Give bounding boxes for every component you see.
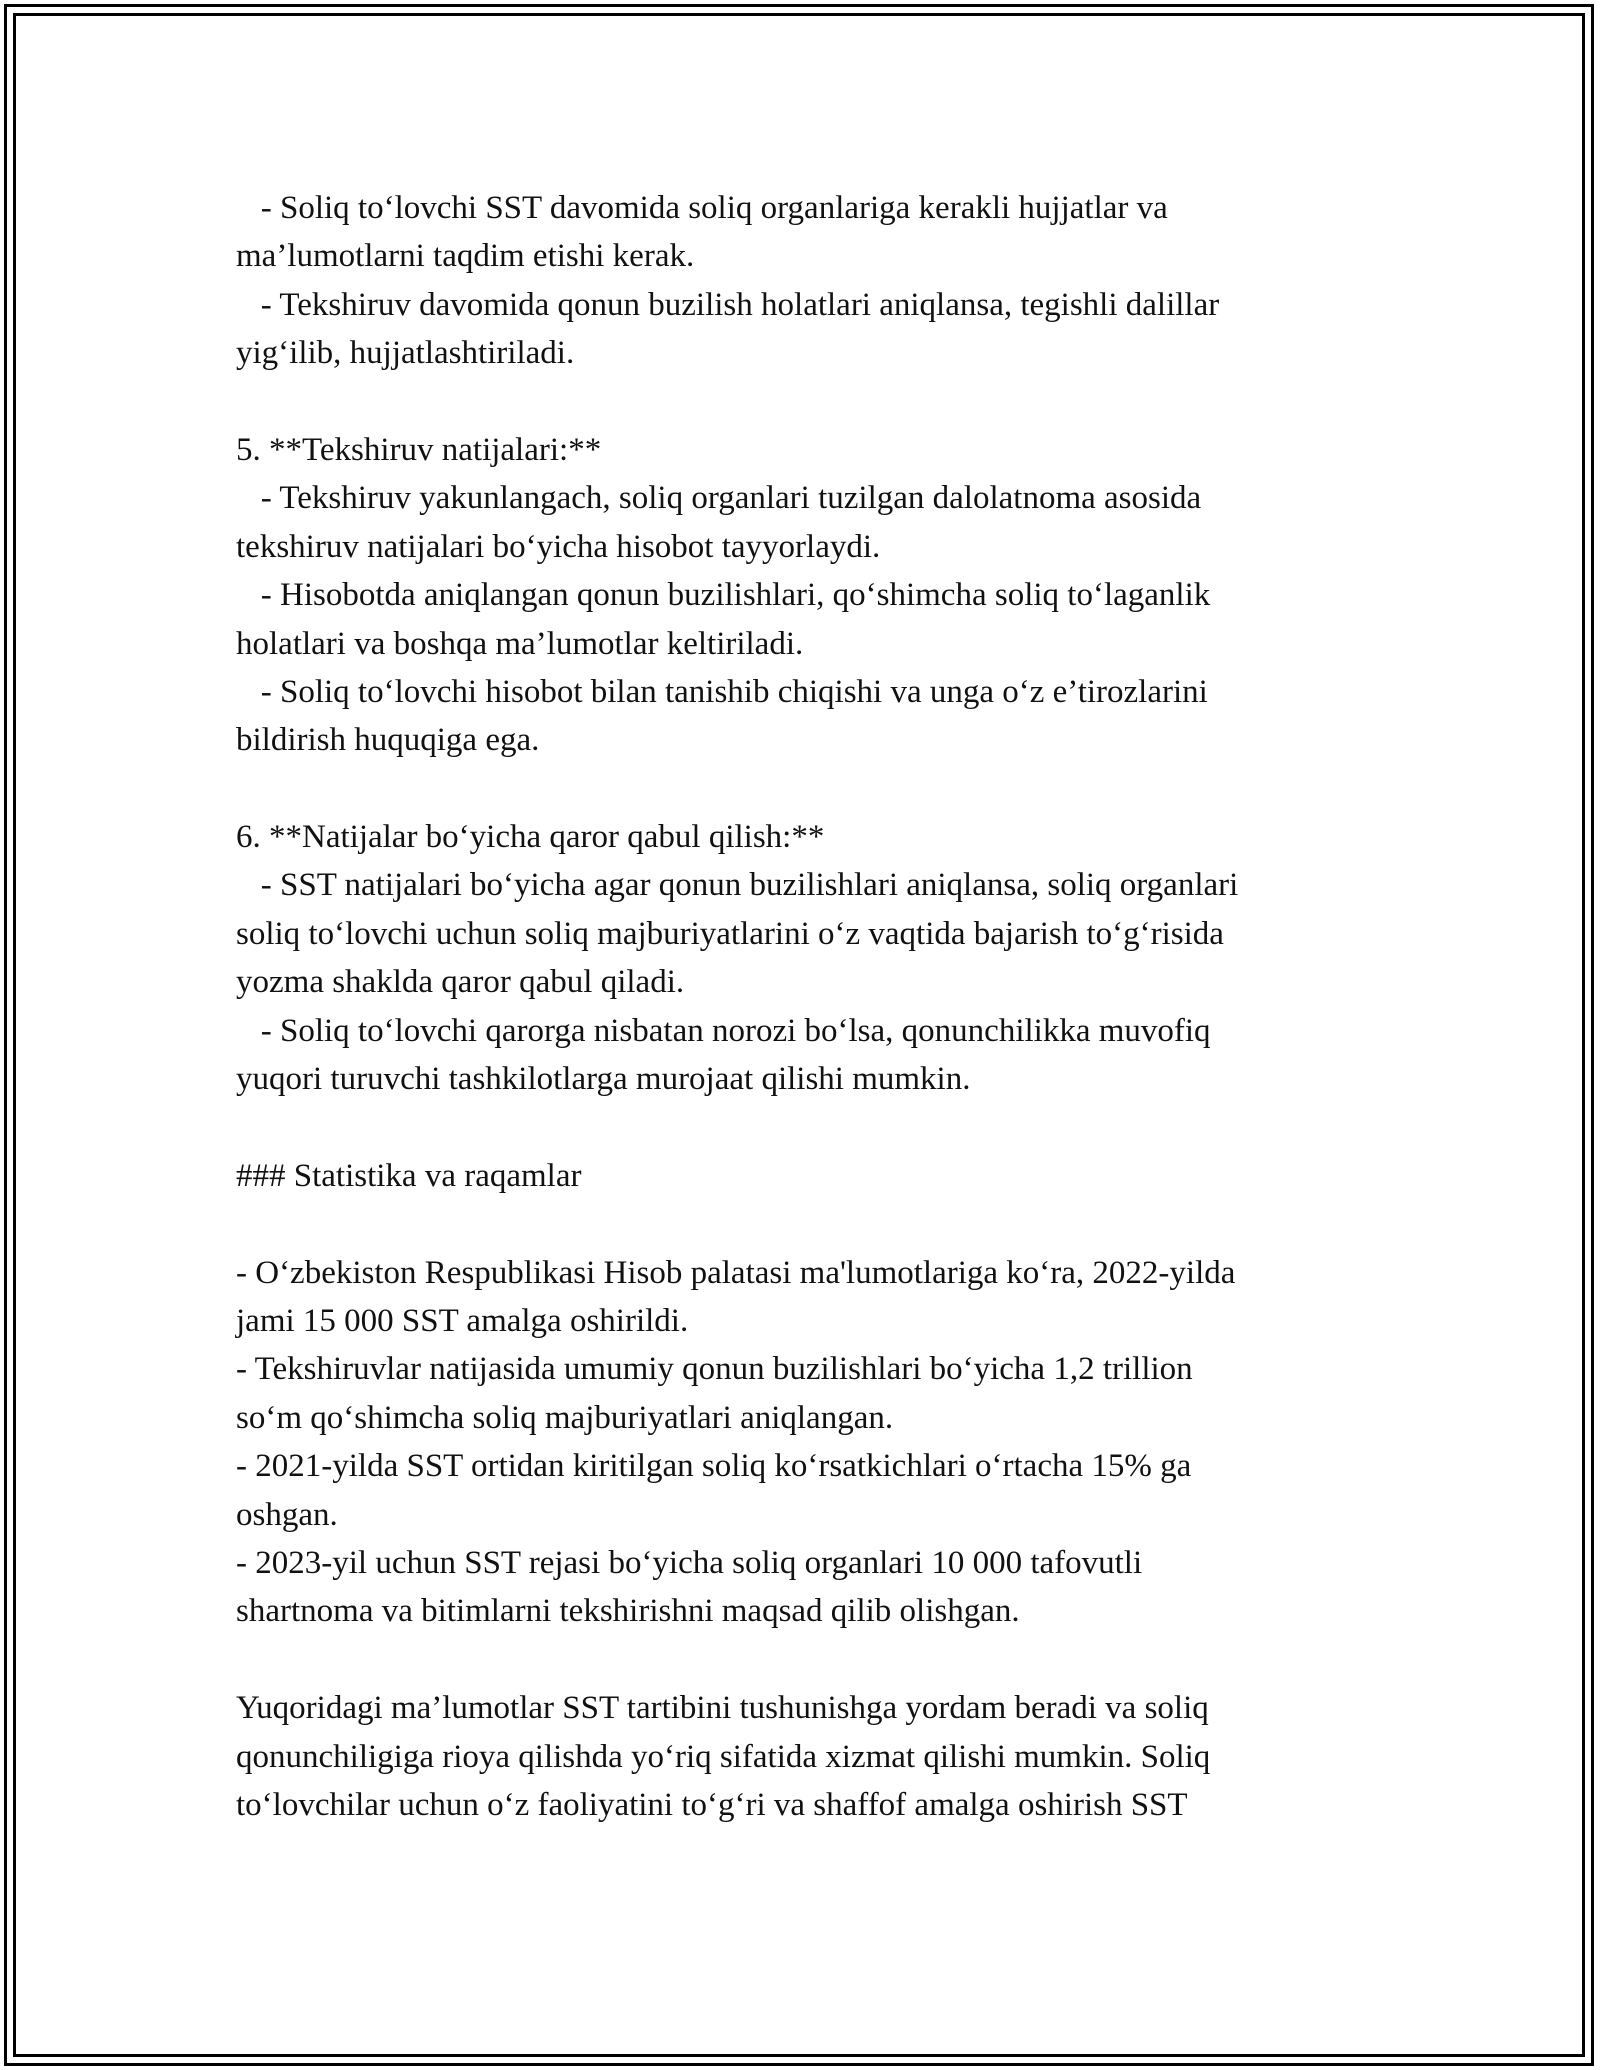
section-heading: 5. **Tekshiruv natijalari:** <box>236 431 602 468</box>
text-line: - SST natijalari bo‘yicha agar qonun buzilishlari aniqlansa, soliq organlari <box>236 867 1239 904</box>
document-body <box>236 184 1366 1829</box>
text-line: - Soliq to‘lovchi SST davomida soliq organlariga kerakli hujjatlar va <box>236 190 1168 226</box>
text-line: - O‘zbekiston Respublikasi Hisob palatasi ma'lumotlariga ko‘ra, 2022-yilda <box>236 1254 1236 1291</box>
text-line: ma’lumotlarni taqdim etishi kerak. <box>236 238 695 275</box>
text-line: so‘m qo‘shimcha soliq majburiyatlari aniqlangan. <box>236 1399 894 1436</box>
blank-line <box>236 1200 1366 1248</box>
text-line: soliq to‘lovchi uchun soliq majburiyatlarini o‘z vaqtida bajarish to‘g‘risida <box>236 915 1224 952</box>
blank-line <box>236 1103 1366 1151</box>
blank-line <box>236 765 1366 813</box>
blank-line <box>236 378 1366 426</box>
text-line: - Hisobotda aniqlangan qonun buzilishlari, qo‘shimcha soliq to‘laganlik <box>236 577 1211 614</box>
text-line: - Soliq to‘lovchi qarorga nisbatan norozi bo‘lsa, qonunchilikka muvofiq <box>236 1012 1211 1049</box>
text-line: - Tekshiruv yakunlangach, soliq organlari tuzilgan dalolatnoma asosida <box>236 480 1202 517</box>
text-line: jami 15 000 SST amalga oshirildi. <box>236 1302 689 1339</box>
text-line: - Tekshiruv davomida qonun buzilish holatlari aniqlansa, tegishli dalillar <box>236 286 1220 323</box>
text-line: oshgan. <box>236 1496 338 1533</box>
blank-line <box>236 1636 1366 1684</box>
text-line: - 2021-yilda SST ortidan kiritilgan soliq ko‘rsatkichlari o‘rtacha 15% ga <box>236 1448 1192 1485</box>
text-line: - Tekshiruvlar natijasida umumiy qonun buzilishlari bo‘yicha 1,2 trillion <box>236 1351 1193 1388</box>
text-line: Yuqoridagi ma’lumotlar SST tartibini tushunishga yordam beradi va soliq <box>236 1690 1209 1727</box>
text-line: bildirish huquqiga ega. <box>236 722 540 759</box>
text-line: - 2023-yil uchun SST rejasi bo‘yicha soliq organlari 10 000 tafovutli <box>236 1544 1143 1581</box>
section-heading: 6. **Natijalar bo‘yicha qaror qabul qilish:** <box>236 819 825 856</box>
section-heading: ### Statistika va raqamlar <box>236 1157 582 1194</box>
text-line: to‘lovchilar uchun o‘z faoliyatini to‘g‘ri va shaffof amalga oshirish SST <box>236 1786 1188 1823</box>
text-line: yig‘ilib, hujjatlashtiriladi. <box>236 335 575 372</box>
text-line: tekshiruv natijalari bo‘yicha hisobot tayyorlaydi. <box>236 528 881 565</box>
text-line: holatlari va boshqa ma’lumotlar keltiriladi. <box>236 625 804 662</box>
text-line: - Soliq to‘lovchi hisobot bilan tanishib chiqishi va unga o‘z e’tirozlarini <box>236 673 1208 710</box>
text-line: yuqori turuvchi tashkilotlarga murojaat qilishi mumkin. <box>236 1061 971 1098</box>
text-line: shartnoma va bitimlarni tekshirishni maqsad qilib olishgan. <box>236 1593 1020 1630</box>
text-line: yozma shaklda qaror qabul qiladi. <box>236 964 685 1001</box>
text-line: qonunchiligiga rioya qilishda yo‘riq sifatida xizmat qilishi mumkin. Soliq <box>236 1738 1211 1775</box>
